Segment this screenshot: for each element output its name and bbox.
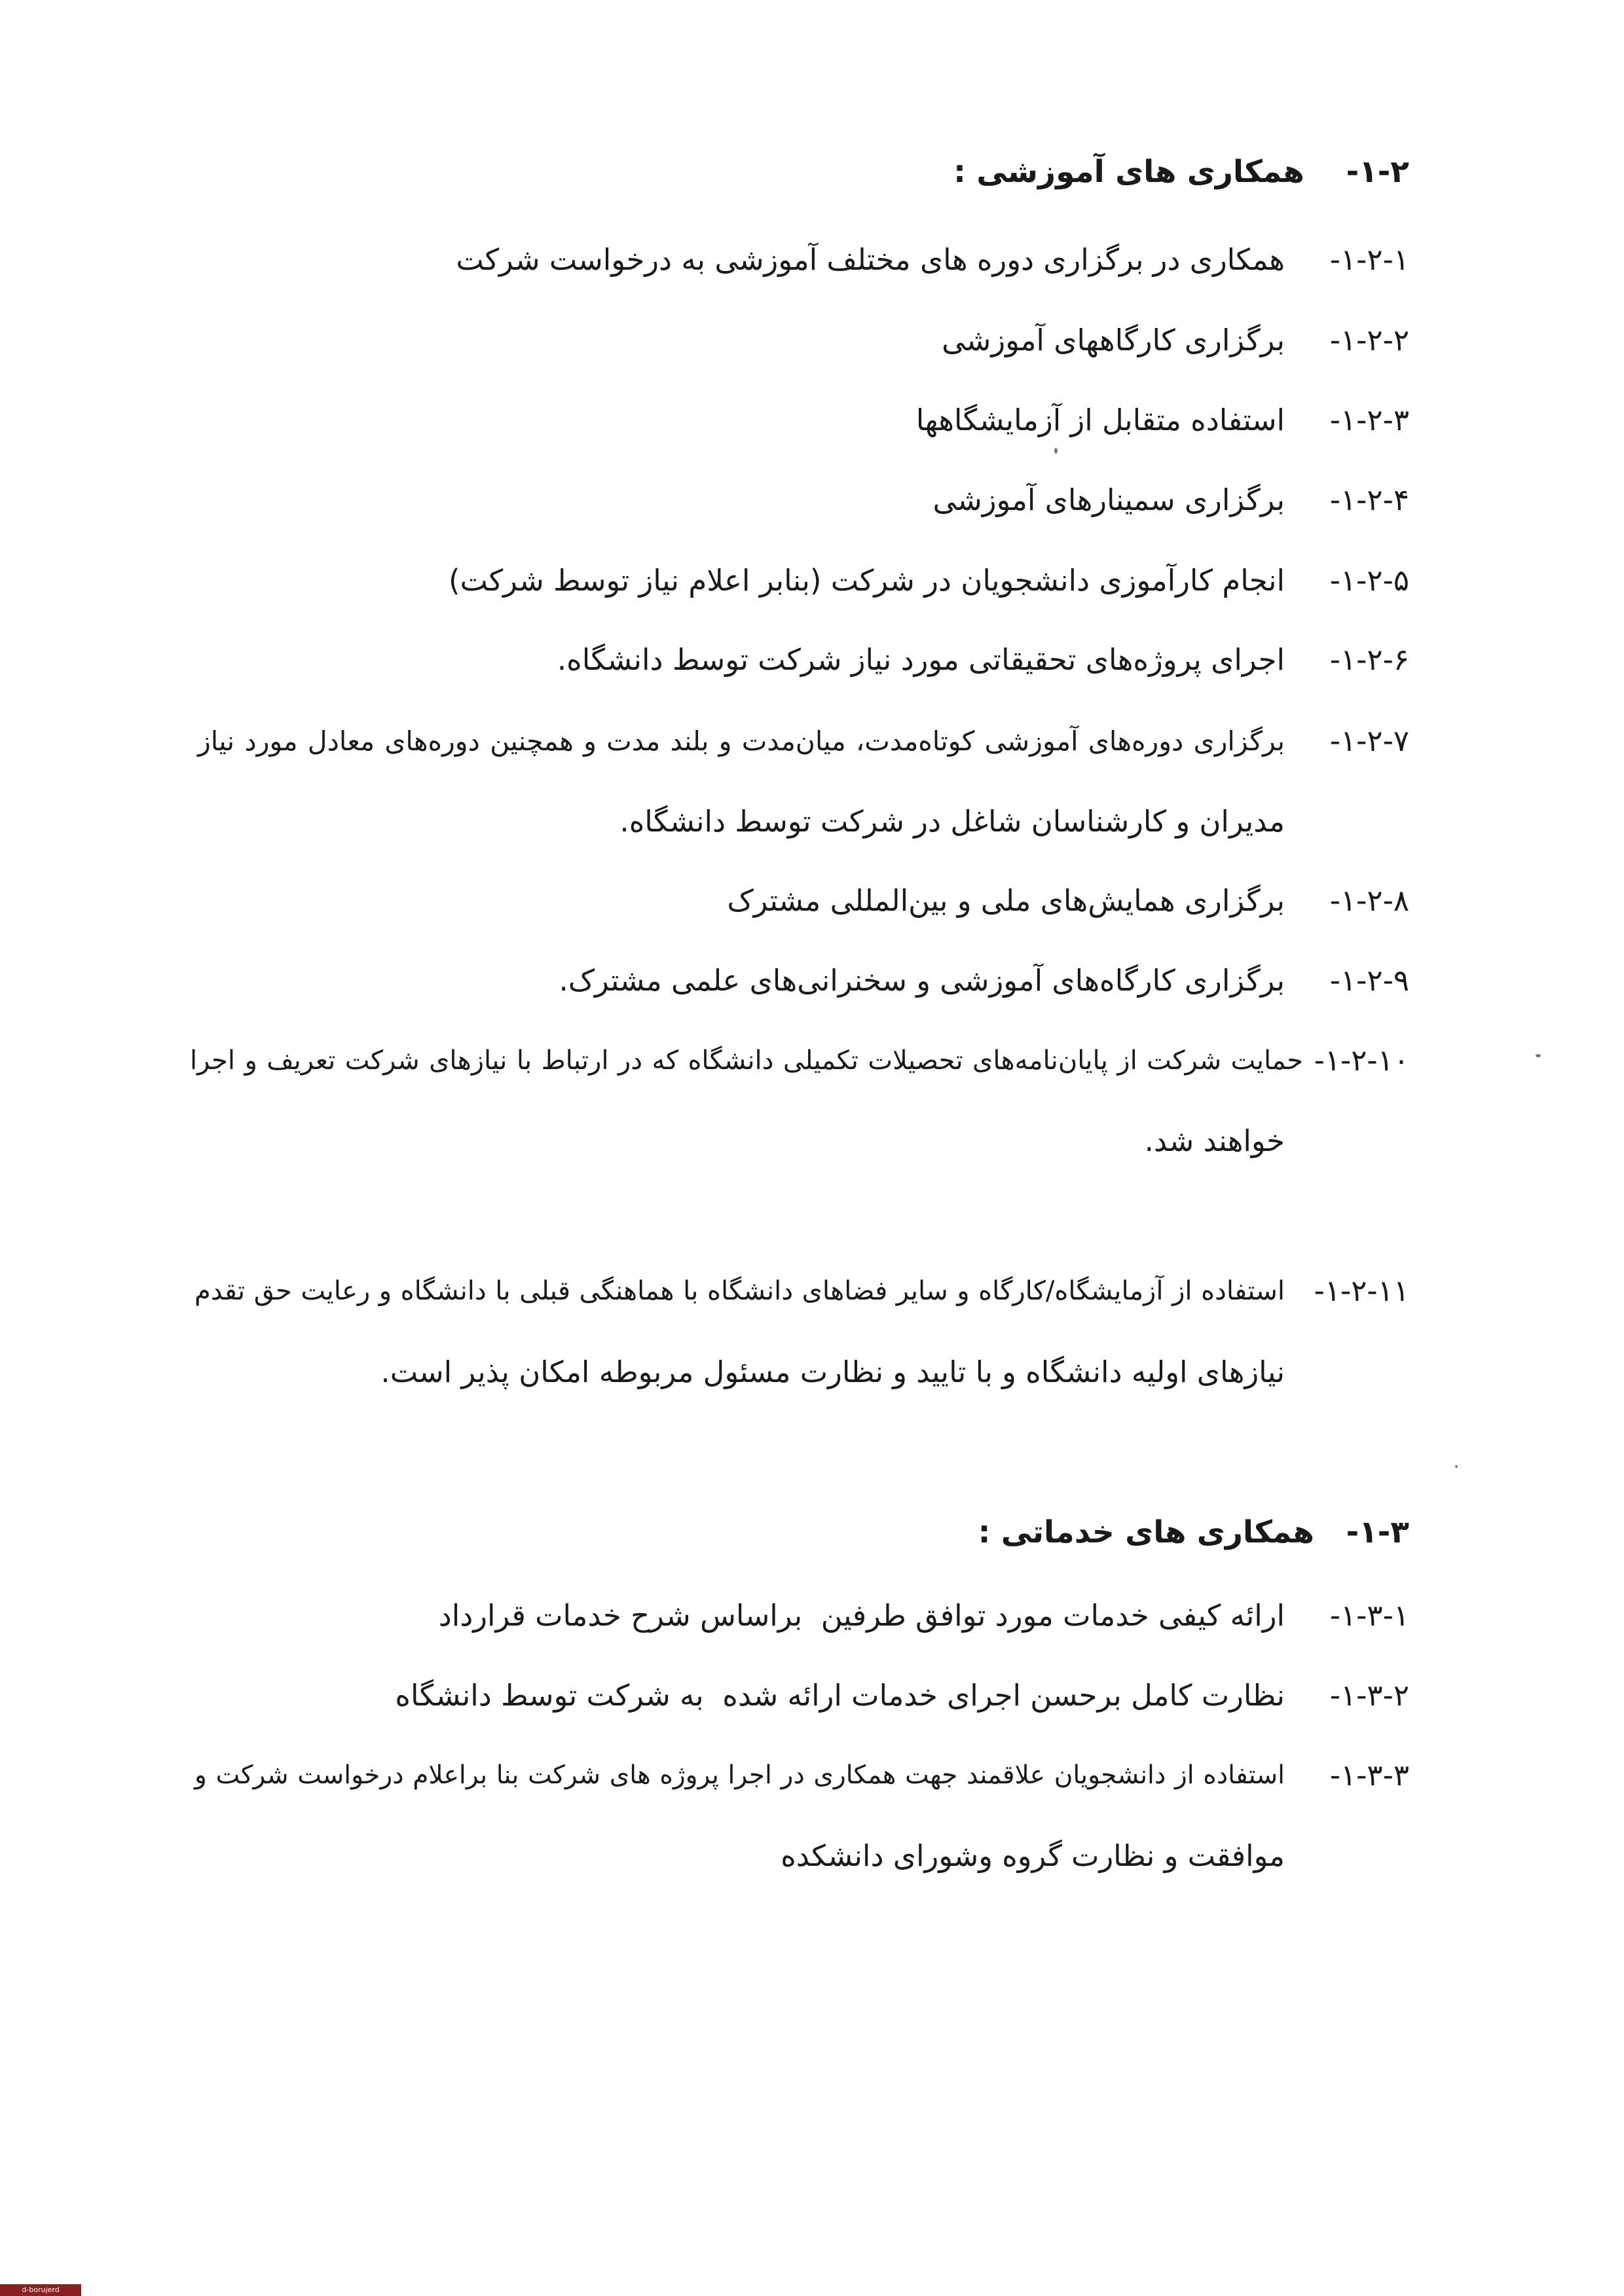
item-text: برگزاری سمینارهای آموزشی (932, 483, 1285, 517)
list-item (456, 240, 1409, 280)
item-number: ۱-۲-۶- (1329, 642, 1409, 677)
item-text-line1: استفاده از دانشجویان علاقمند جهت همکاری در اجرا پروژه های شرکت بنا براعلام درخواست شرکت و (194, 1760, 1285, 1790)
list-item (559, 961, 1409, 1000)
item-number: ۱-۲-۲- (1329, 323, 1409, 357)
item-number: ۱-۲-۹- (1329, 963, 1409, 998)
list-item (557, 640, 1409, 680)
item-text: همکاری در برگزاری دوره های مختلف آموزشی به درخواست شرکت (456, 242, 1285, 277)
item-text: برگزاری همایش‌های ملی و بین‌المللی مشترک (727, 883, 1285, 918)
item-text-line2: نیازهای اولیه دانشگاه و با تایید و نظارت مسئول مربوطه امکان پذیر است. (380, 1355, 1285, 1389)
section-number: ۱-۳- (1346, 1514, 1409, 1550)
list-item (1311, 1041, 1409, 1080)
item-text: برگزاری کارگاه‌های آموزشی و سخنرانی‌های علمی مشترک. (559, 963, 1285, 998)
section-heading-education (953, 153, 1409, 192)
list-item (1304, 1271, 1409, 1311)
section-heading-services (978, 1513, 1409, 1552)
item-text-line1: برگزاری دوره‌های آموزشی کوتاه‌مدت، میان‌مدت و بلند مدت و همچنین دوره‌های معادل مورد نیاز (198, 725, 1285, 757)
list-item (1285, 1756, 1409, 1795)
item-number: ۱-۳-۲- (1329, 1678, 1409, 1713)
item-text: اجرای پروژه‌های تحقیقاتی مورد نیاز شرکت توسط دانشگاه. (557, 642, 1285, 677)
item-text-line1: حمایت شرکت از پایان‌نامه‌های تحصیلات تکمیلی دانشگاه که در ارتباط با نیازهای شرکت تعریف و اجرا (190, 1046, 1303, 1076)
item-text: ارائه کیفی خدمات مورد توافق طرفین براساس شرح خدمات قرارداد (438, 1598, 1285, 1633)
list-item (1285, 721, 1409, 761)
item-text: برگزاری کارگاههای آموزشی (942, 323, 1285, 357)
watermark-logo: d-borujerd (0, 2284, 81, 2296)
item-text: استفاده متقابل از آزمایشگاهها (915, 403, 1285, 437)
item-number: ۱-۲-۵- (1329, 563, 1409, 598)
list-item (395, 1676, 1409, 1715)
list-item (916, 401, 1409, 440)
item-number: ۱-۳-۱- (1329, 1598, 1409, 1633)
item-text-line2: مدیران و کارشناسان شاغل در شرکت توسط دانشگاه. (619, 804, 1285, 839)
item-number: ۱-۲-۱۱- (1314, 1273, 1409, 1308)
item-number: ۱-۲-۱- (1329, 242, 1409, 277)
section-number: ۱-۲- (1346, 154, 1409, 190)
item-text-line2: خواهند شد. (1144, 1123, 1285, 1158)
item-number: ۱-۲-۸- (1329, 883, 1409, 918)
item-text: انجام کارآموزی دانشجویان در شرکت (بنابر اعلام نیاز توسط شرکت) (449, 563, 1285, 598)
scan-speck (1536, 1054, 1541, 1057)
item-text-line1: استفاده از آزمایشگاه/کارگاه و سایر فضاهای دانشگاه با هماهنگی قبلی با دانشگاه و رعایت حق تقدم (194, 1276, 1285, 1306)
scan-speck (1054, 448, 1058, 454)
list-item (449, 561, 1409, 600)
item-number: ۱-۲-۳- (1329, 403, 1409, 437)
item-text: نظارت کامل برحسن اجرای خدمات ارائه شده به شرکت توسط دانشگاه (395, 1678, 1285, 1713)
list-item (942, 321, 1409, 360)
list-item (933, 481, 1409, 520)
item-number: ۱-۲-۱۰- (1314, 1043, 1409, 1078)
item-text-line2: موافقت و نظارت گروه وشورای دانشکده (781, 1838, 1285, 1873)
section-title: همکاری های خدماتی : (978, 1514, 1314, 1550)
section-title: همکاری های آموزشی : (953, 154, 1304, 190)
item-number: ۱-۳-۳- (1329, 1758, 1409, 1793)
scan-speck (1455, 1465, 1458, 1468)
item-number: ۱-۲-۷- (1329, 723, 1409, 758)
item-number: ۱-۲-۴- (1329, 483, 1409, 517)
list-item (727, 881, 1409, 920)
list-item (439, 1596, 1409, 1635)
